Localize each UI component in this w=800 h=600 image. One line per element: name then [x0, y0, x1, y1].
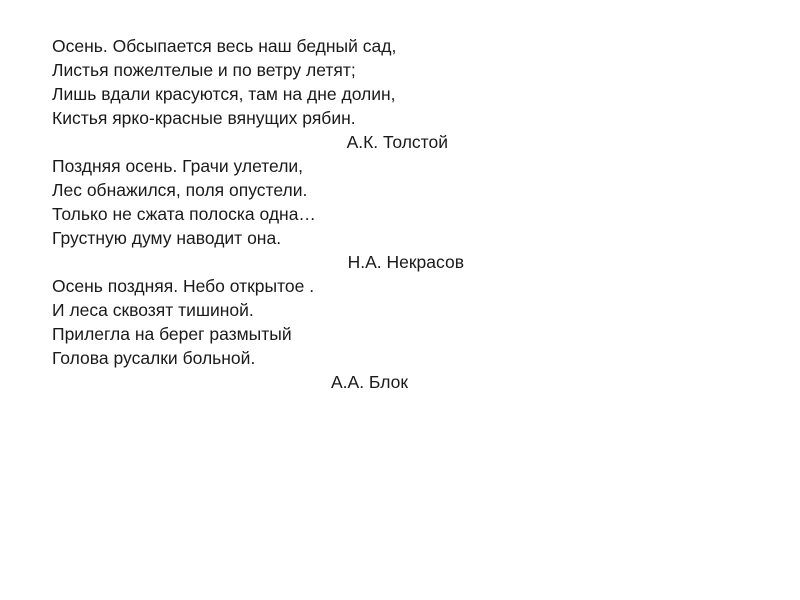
poem-line: Прилегла на берег размытый	[52, 324, 292, 344]
poem-line: Листья пожелтелые и по ветру летят;	[52, 60, 356, 80]
poem-line: Лес обнажился, поля опустели.	[52, 180, 308, 200]
poem-blok	[52, 274, 492, 394]
poem-line: Лишь вдали красуются, там на дне долин,	[52, 84, 396, 104]
poem-line: И леса сквозят тишиной.	[52, 300, 254, 320]
poem-line: Осень поздняя. Небо открытое .	[52, 276, 315, 296]
poem-line: Грустную думу наводит она.	[52, 228, 282, 248]
poem-line: Только не сжата полоска одна…	[52, 204, 316, 224]
poem-author: Н.А. Некрасов	[347, 252, 464, 272]
poem-line: Поздняя осень. Грачи улетели,	[52, 156, 304, 176]
poem-tolstoy	[52, 34, 492, 154]
poem-author: А.К. Толстой	[346, 132, 448, 152]
poem-block	[52, 34, 492, 394]
poem-nekrasov	[52, 154, 492, 274]
poem-line: Осень. Обсыпается весь наш бедный сад,	[52, 36, 397, 56]
poem-author: А.А. Блок	[330, 372, 408, 392]
poem-line: Голова русалки больной.	[52, 348, 256, 368]
poem-line: Кистья ярко-красные вянущих рябин.	[52, 108, 356, 128]
